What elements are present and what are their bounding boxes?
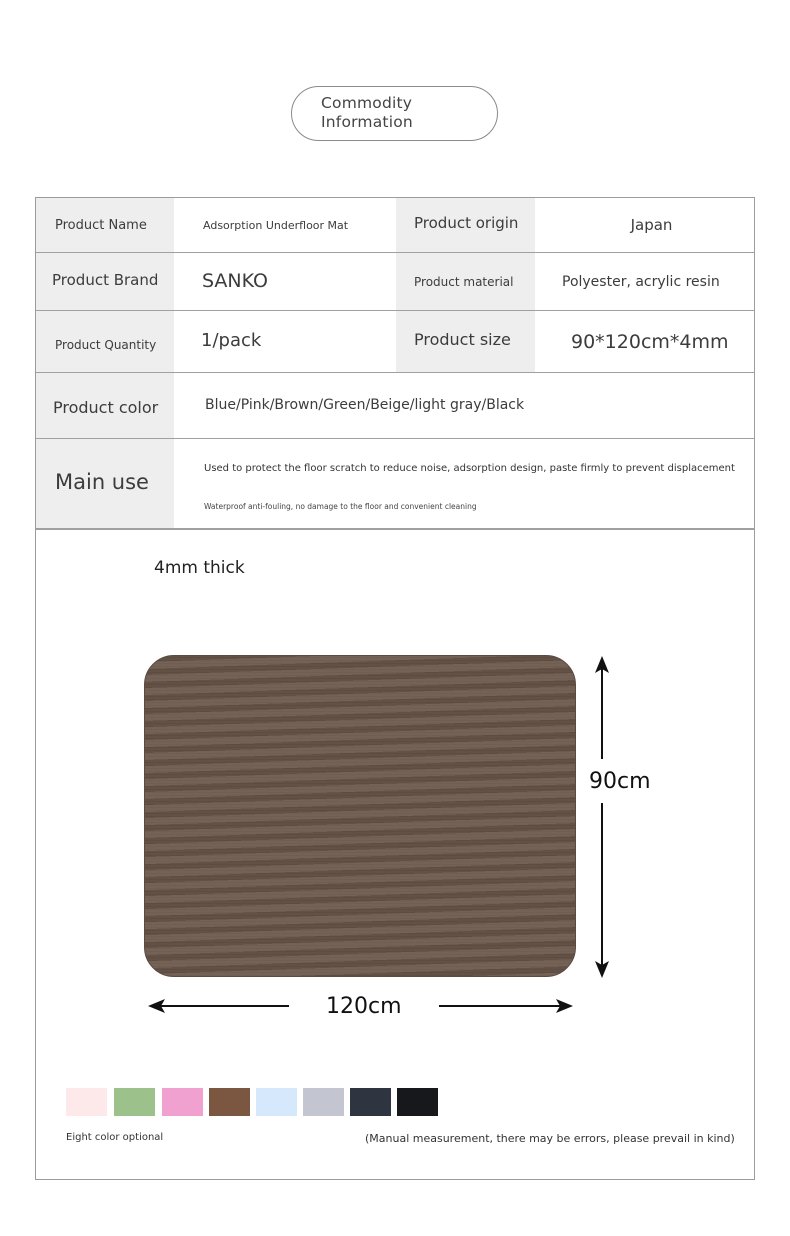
- height-dimension: 90cm: [589, 769, 651, 794]
- swatch-caption: Eight color optional: [66, 1132, 164, 1143]
- color-swatch: [114, 1088, 155, 1116]
- measurement-disclaimer: (Manual measurement, there may be errors, please prevail in kind): [365, 1132, 735, 1145]
- color-swatch: [256, 1088, 297, 1116]
- size-illustration-panel: [35, 528, 755, 1180]
- main-use-label: Main use: [36, 439, 174, 529]
- color-swatch: [209, 1088, 250, 1116]
- color-swatch: [350, 1088, 391, 1116]
- section-title-pill: [291, 86, 498, 141]
- color-swatch: [162, 1088, 203, 1116]
- color-label: Product color: [36, 373, 174, 438]
- product-name-value: Adsorption Underfloor Mat: [203, 218, 349, 232]
- thickness-label: 4mm thick: [154, 558, 245, 578]
- quantity-label: Product Quantity: [36, 311, 174, 372]
- material-value: Polyester, acrylic resin: [562, 273, 720, 290]
- table-row: [36, 198, 754, 253]
- size-value: 90*120cm*4mm: [571, 330, 729, 353]
- quantity-value: 1/pack: [201, 330, 262, 351]
- main-use-line2: Waterproof anti-fouling, no damage to the floor and convenient cleaning: [204, 502, 477, 511]
- color-swatch: [303, 1088, 344, 1116]
- section-title-line2: Information: [321, 113, 413, 131]
- size-label: Product size: [396, 311, 535, 372]
- origin-value: Japan: [630, 216, 673, 234]
- main-use-value: [174, 439, 754, 529]
- table-row: [36, 373, 754, 439]
- brand-value: SANKO: [202, 269, 268, 292]
- color-value: Blue/Pink/Brown/Green/Beige/light gray/Black: [205, 396, 525, 413]
- material-label: Product material: [396, 253, 535, 310]
- brand-label: Product Brand: [36, 253, 174, 310]
- table-row: [36, 311, 754, 373]
- color-swatch: [397, 1088, 438, 1116]
- color-swatch: [66, 1088, 107, 1116]
- main-use-line1: Used to protect the floor scratch to reduce noise, adsorption design, paste firmly to prevent displacement: [204, 463, 735, 474]
- product-name-label: Product Name: [36, 198, 174, 252]
- section-title-line1: Commodity: [321, 94, 413, 112]
- width-dimension: 120cm: [326, 994, 402, 1019]
- table-row: [36, 439, 754, 530]
- origin-label: Product origin: [396, 198, 535, 252]
- product-info-table: [35, 197, 755, 530]
- table-row: [36, 253, 754, 311]
- dimension-arrows: [36, 529, 754, 1179]
